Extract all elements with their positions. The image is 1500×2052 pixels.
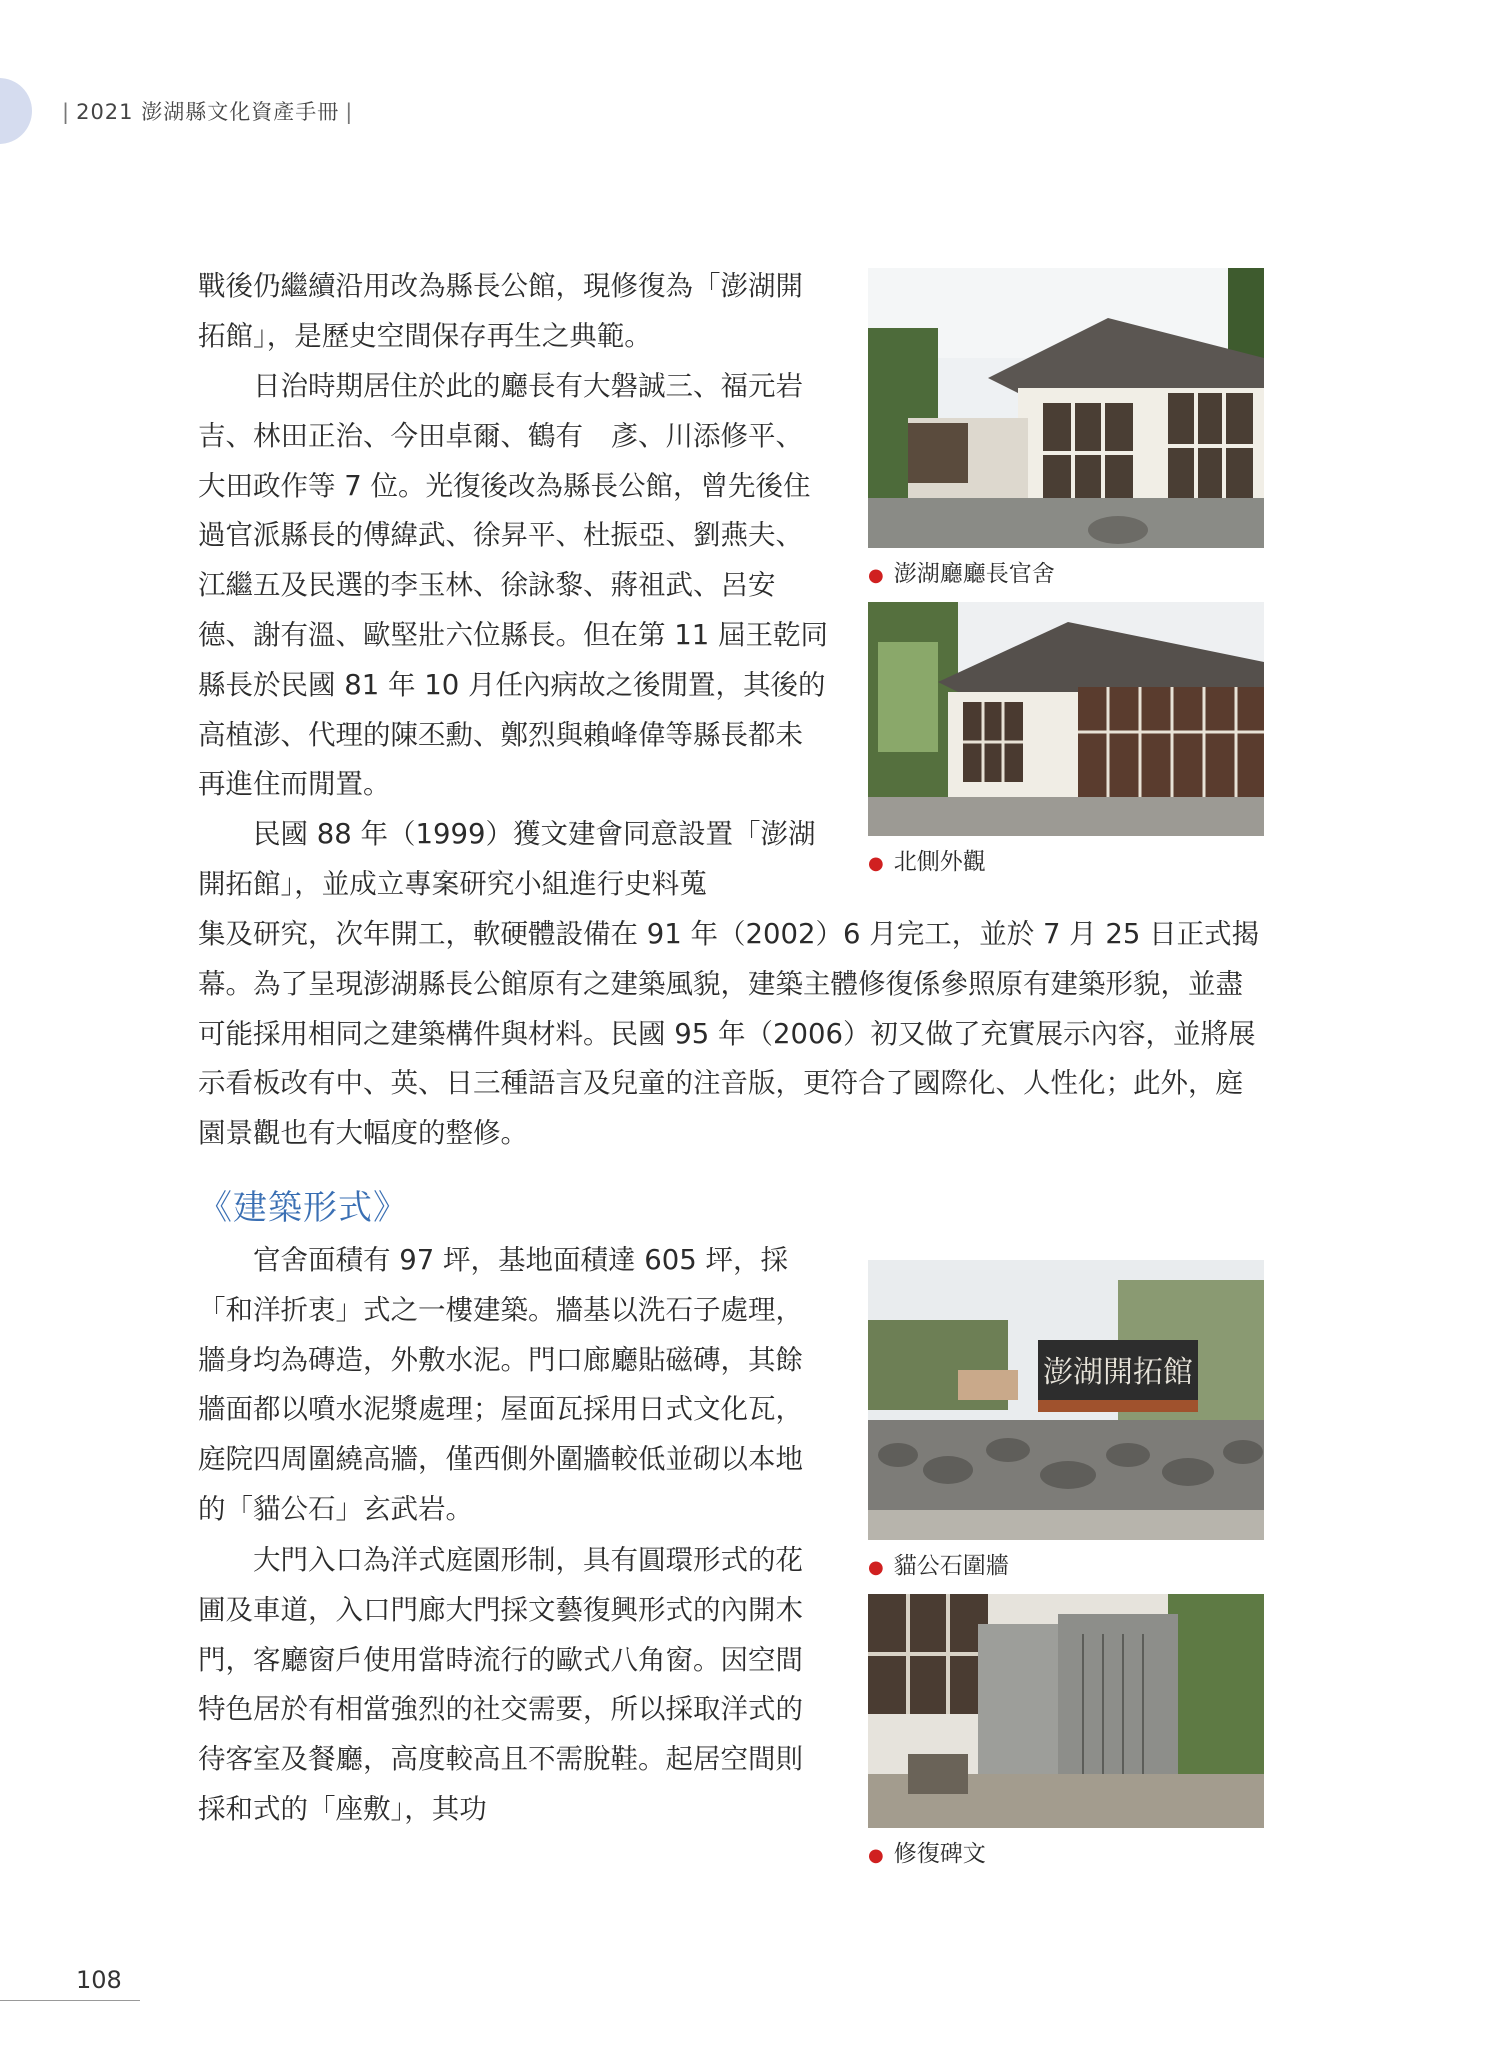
building-photo-2: [868, 602, 1264, 836]
stele-photo: [868, 1594, 1264, 1828]
paragraph-5: 大門入口為洋式庭園形制，具有圓環形式的花圃及車道，入口門廊大門採文藝復興形式的內開木門，客廳窗戶使用當時流行的歐式八角窗。因空間特色居於有相當強烈的社交需要，所以採取洋式的待客室及餐廳，高度較高且不需脫鞋。起居空間則採和式的「座敷」，其功: [198, 1544, 803, 1825]
sign-text: 澎湖開拓館: [1043, 1355, 1193, 1390]
paragraph-2: 日治時期居住於此的廳長有大磐誠三、福元岩吉、林田正治、今田卓爾、鶴有 彥、川添修平、大田政作等 7 位。光復後改為縣長公館，曾先後住過官派縣長的傅緯武、徐昇平、杜振亞、劉燕夫、江繼五及民選的李玉林、徐詠黎、蔣祖武、呂安德、謝有溫、歐堅壯六位縣長。但在第 11 屆王乾同縣長於民國 81 年 10 月任內病故之後閒置，其後的高植澎、代理的陳丕勳、鄭烈與賴峰偉等縣長都未再進住而閒置。: [198, 370, 828, 801]
photo-official-residence: [868, 268, 1264, 548]
bullet-icon: ●: [868, 564, 884, 586]
paragraph-3-bottom: 集及研究，次年開工，軟硬體設備在 91 年（2002）6 月完工，並於 7 月 25 日正式揭幕。為了呈現澎湖縣長公館原有之建築風貌，建築主體修復係參照原有建築形貌，並盡可能採用相同之建築構件與材料。民國 95 年（2006）初又做了充實展示內容，並將展示看板改有中、英、日三種語言及兒童的注音版，更符合了國際化、人性化；此外，庭園景觀也有大幅度的整修。: [198, 918, 1260, 1150]
photo-caption-2: ● 北側外觀: [868, 849, 986, 875]
page-tab-marker: [0, 78, 32, 144]
photo-north-facade: [868, 602, 1264, 836]
paragraph-3-top: 民國 88 年（1999）獲文建會同意設置「澎湖開拓館」，並成立專案研究小組進行史料蒐: [198, 818, 816, 900]
photo-caption-1: ● 澎湖廳廳長官舍: [868, 561, 1055, 587]
bullet-icon: ●: [868, 852, 884, 874]
page-number: 108: [76, 1966, 122, 1994]
bullet-icon: ●: [868, 1844, 884, 1866]
photo-caption-3: ● 貓公石圍牆: [868, 1553, 1009, 1579]
building-photo-1: [868, 268, 1264, 548]
photo-restoration-stele: [868, 1594, 1264, 1828]
footer-rule: [0, 2000, 140, 2001]
header-title: 2021 澎湖縣文化資產手冊: [76, 100, 340, 124]
running-header: | 2021 澎湖縣文化資產手冊 |: [62, 100, 354, 124]
stone-wall-photo: [868, 1260, 1264, 1540]
photo-stone-wall: [868, 1260, 1264, 1540]
paragraph-1: 戰後仍繼續沿用改為縣長公館，現修復為「澎湖開拓館」，是歷史空間保存再生之典範。: [198, 270, 803, 352]
bullet-icon: ●: [868, 1556, 884, 1578]
paragraph-4: 官舍面積有 97 坪，基地面積達 605 坪，採「和洋折衷」式之一樓建築。牆基以洗石子處理，牆身均為磚造，外敷水泥。門口廊廳貼磁磚，其餘牆面都以噴水泥漿處理；屋面瓦採用日式文化瓦，庭院四周圍繞高牆，僅西側外圍牆較低並砌以本地的「貓公石」玄武岩。: [198, 1244, 803, 1525]
photo-caption-4: ● 修復碑文: [868, 1841, 986, 1867]
section-heading: 《建築形式》: [198, 1188, 408, 1228]
